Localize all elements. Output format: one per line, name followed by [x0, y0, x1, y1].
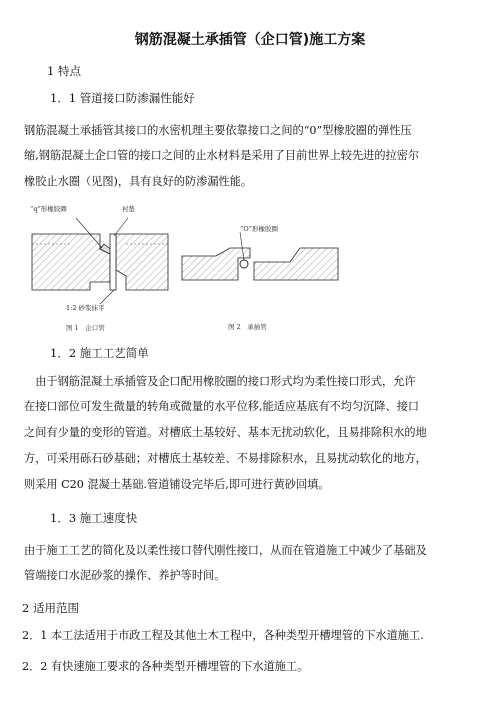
pipe-section-right: [116, 234, 168, 290]
section-2-heading: 2 适用范围: [22, 601, 79, 615]
paragraph-3-line-2: 管端接口水泥砂浆的操作、养护等时间。: [24, 569, 226, 582]
figure-1-caption: 图 1 企口管: [66, 324, 105, 332]
figure-2-caption: 图 2 承插管: [228, 323, 267, 331]
section-1-1-heading: 1．1 管道接口防渗漏性能好: [50, 91, 195, 105]
paragraph-2-line-1: 由于钢筋混凝土承插管及企口配用橡胶圈的接口形式均为柔性接口形式，允许: [24, 375, 416, 388]
paragraph-2-line-4: 方，可采用砾石砂基础；对槽底土基较差、不易排除积水，且易扰动软化的地方，: [24, 452, 427, 465]
paragraph-1-line-1: 钢筋混凝土承插管其接口的水密机理主要依靠接口之间的“0”型橡胶圈的弹性压: [24, 124, 412, 137]
o-rubber-ring-shape: [240, 260, 248, 268]
document-title: 钢筋混凝土承插管（企口管)施工方案: [134, 32, 366, 48]
paragraph-2-line-5: 则采用 C20 混凝土基础.管道铺设完毕后,即可进行黄砂回填。: [24, 478, 330, 491]
section-1-3-heading: 1．3 施工速度快: [50, 511, 138, 525]
paragraph-2-line-3: 之间有少量的变形的管道。对槽底土基较好、基本无扰动软化，且易排除积水的地: [24, 426, 427, 439]
figure-1-spigot-pipe-joint: [30, 204, 170, 339]
figure-1-label-q-ring: “q”形橡胶圈: [30, 205, 67, 213]
socket-pipe-right: [254, 248, 338, 280]
figure-1-label-mortar: 1:2 砂浆抹平: [66, 304, 105, 312]
figure-1-drawing: [30, 204, 170, 314]
figure-2-label-o-ring: “O”形橡胶圈: [240, 225, 278, 233]
paragraph-1-line-3: 橡胶止水圈（见图)，具有良好的防渗漏性能。: [24, 175, 253, 188]
figure-1-label-lining: 衬垫: [122, 205, 135, 213]
paragraph-3-line-1: 由于施工工艺的简化及以柔性接口替代刚性接口，从而在管道施工中减少了基础及: [24, 544, 427, 557]
section-1-heading: 1 特点: [47, 64, 81, 78]
figure-2-socket-pipe-joint: [180, 218, 340, 339]
section-2-2-text: 2．2 有快速施工要求的各种类型开槽埋管的下水道施工。: [22, 660, 309, 673]
section-2-1-text: 2．1 本工法适用于市政工程及其他土木工程中，各种类型开槽埋管的下水道施工.: [22, 629, 424, 642]
paragraph-2-line-2: 在接口部位可发生微量的转角或微量的水平位移,能适应基底有不均匀沉降、接口: [24, 400, 420, 413]
joint-gap: [110, 234, 116, 290]
lining-leader-line: [114, 218, 128, 236]
paragraph-1-line-2: 缩,钢筋混凝土企口管的接口之间的止水材料是采用了目前世界上较先进的拉密尔: [24, 149, 420, 162]
pipe-section-left: [32, 234, 110, 290]
section-1-2-heading: 1．2 施工工艺简单: [50, 346, 149, 360]
mortar-leader-line: [100, 290, 114, 304]
